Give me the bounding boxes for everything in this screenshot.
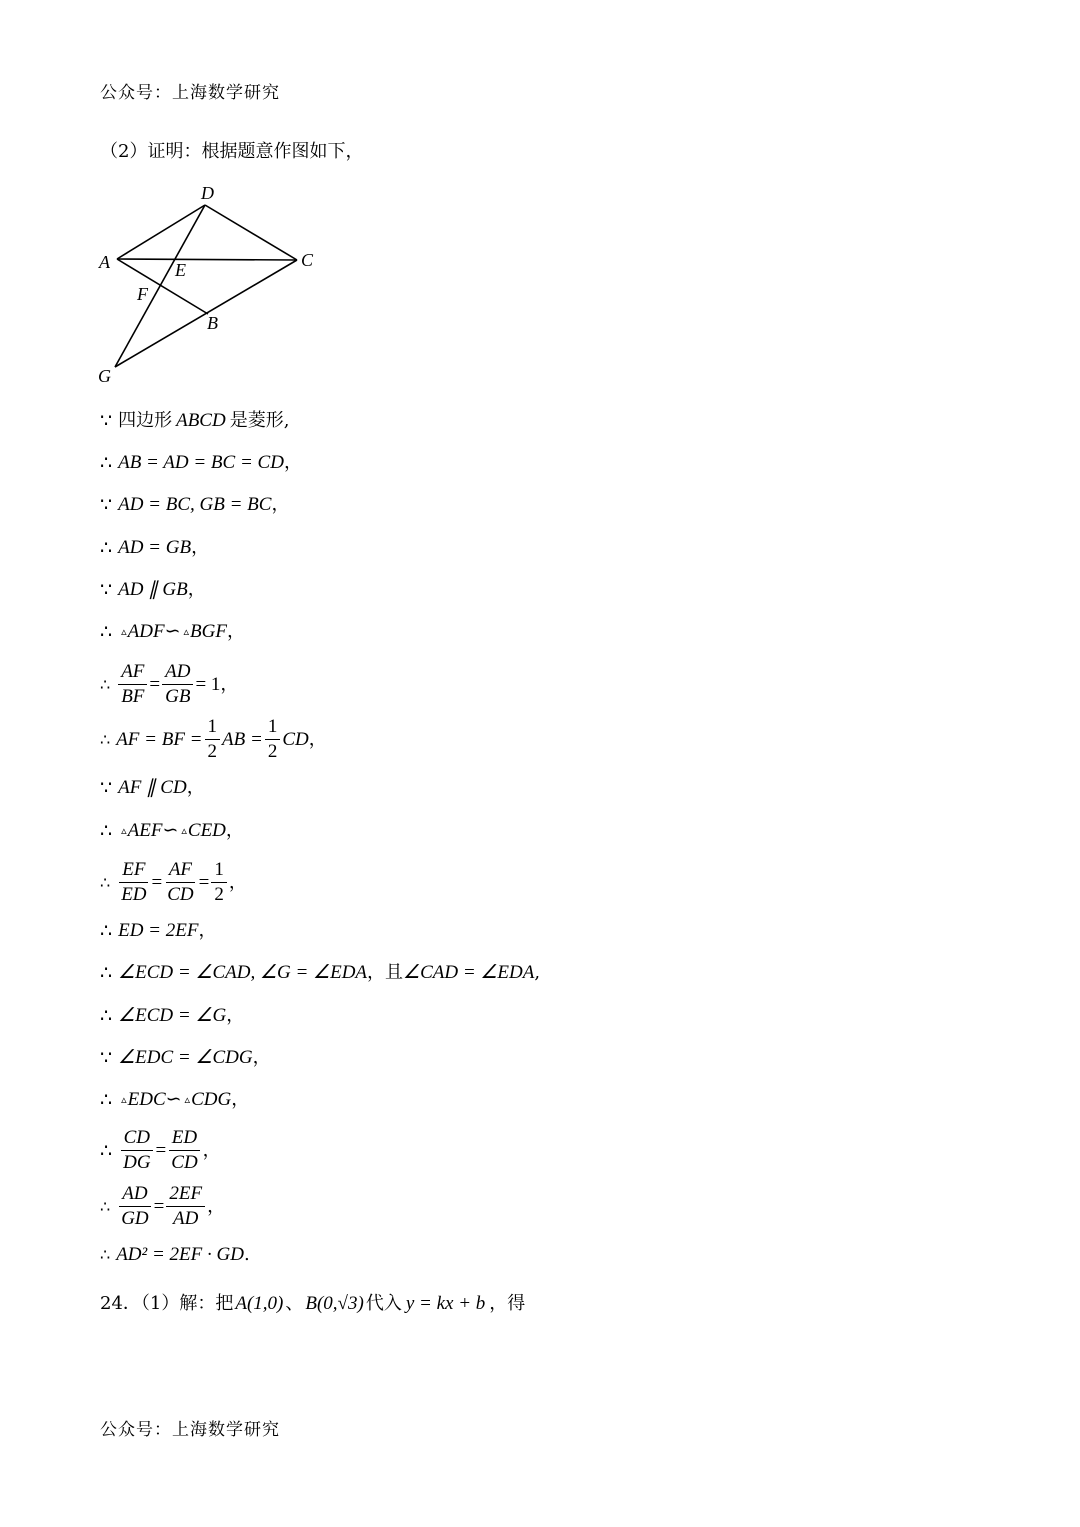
var-abcd: ABCD — [176, 410, 226, 431]
proof-line-14 — [100, 1006, 244, 1026]
equation-mid: AB = — [222, 728, 263, 750]
point-b: B(0,√3) — [305, 1293, 364, 1314]
comma: ， — [187, 579, 206, 600]
equation: AD ∥ GB — [118, 579, 188, 600]
therefore-symbol: ∴ — [100, 729, 111, 749]
linear-equation: y = kx + b — [405, 1293, 486, 1314]
because-symbol: ∵ — [100, 579, 113, 601]
because-symbol: ∵ — [100, 410, 113, 432]
comma: ， — [225, 820, 244, 841]
label-B: B — [207, 313, 218, 333]
denominator: DG — [123, 1152, 151, 1173]
equation: AF ∥ CD — [118, 777, 187, 798]
denominator: 2 — [267, 741, 278, 762]
fraction — [118, 1183, 151, 1230]
comma: ， — [220, 673, 239, 695]
therefore-symbol: ∴ — [100, 1089, 113, 1111]
numerator: 1 — [211, 859, 227, 883]
segment-CG — [115, 260, 297, 367]
numerator: 1 — [205, 716, 221, 740]
comma: ， — [228, 871, 247, 893]
text-is-rhombus: 是菱形, — [229, 410, 290, 431]
equation: ED = 2EF — [118, 920, 199, 941]
therefore-symbol: ∴ — [100, 621, 113, 643]
because-symbol: ∵ — [100, 1047, 113, 1069]
equation: AD = GB — [118, 537, 192, 558]
proof-line-1 — [100, 411, 289, 431]
question-label: 24．（1）解：把 — [100, 1293, 234, 1314]
therefore-symbol: ∴ — [100, 1139, 113, 1162]
proof-line-13 — [100, 963, 540, 983]
fraction — [265, 716, 281, 763]
numerator: EF — [119, 859, 148, 883]
therefore-symbol: ∴ — [100, 920, 113, 942]
proof-line-7 — [100, 661, 238, 708]
comma: ， — [308, 728, 327, 750]
label-D: D — [201, 183, 214, 203]
triangle-name: ADF — [127, 621, 165, 642]
numerator: AD — [119, 1183, 150, 1207]
denominator: 2 — [214, 884, 224, 905]
comma: ， — [271, 494, 290, 515]
equation-tail: = 1 — [195, 673, 221, 695]
proof-line-15 — [100, 1048, 271, 1068]
comma: ， — [191, 537, 210, 558]
triangle-icon: ▵ — [181, 824, 187, 837]
label-F: F — [137, 284, 148, 304]
comma: ， — [202, 1139, 221, 1161]
page-header: 公众号：上海数学研究 — [100, 83, 280, 103]
equals-sign: = — [155, 1139, 167, 1161]
page-footer: 公众号：上海数学研究 — [100, 1420, 280, 1440]
numerator: AF — [166, 859, 195, 883]
label-C: C — [301, 250, 314, 270]
text-quadrilateral: 四边形 — [118, 410, 173, 431]
equation-head: AF = BF = — [116, 728, 203, 750]
segment-DC — [205, 205, 297, 260]
comma: ， — [186, 777, 205, 798]
proof-line-6 — [100, 622, 245, 642]
proof-line-8 — [100, 716, 327, 763]
rhombus-figure — [90, 180, 330, 390]
numerator: 1 — [265, 716, 281, 740]
comma: ， — [226, 621, 245, 642]
equals-sign: = — [198, 871, 210, 893]
proof-line-18 — [100, 1183, 225, 1230]
proof-line-16 — [100, 1090, 249, 1110]
because-symbol: ∵ — [100, 777, 113, 799]
numerator: AD — [162, 661, 193, 685]
proof-line-19 — [100, 1245, 250, 1265]
triangle-name: CED — [187, 820, 226, 841]
equation: AD² = 2EF · GD — [116, 1244, 244, 1265]
therefore-symbol: ∴ — [100, 962, 113, 984]
fraction — [164, 859, 196, 906]
triangle-icon: ▵ — [184, 1093, 191, 1106]
triangle-icon: ▵ — [121, 824, 127, 837]
denominator: BF — [121, 686, 145, 707]
therefore-symbol: ∴ — [100, 674, 111, 694]
label-E: E — [175, 260, 186, 280]
equation: ∠ECD = ∠CAD, ∠G = ∠EDA — [118, 962, 368, 983]
proof-line-4 — [100, 538, 209, 558]
equals-sign: = — [153, 1195, 165, 1217]
triangle-icon: ▵ — [121, 1093, 127, 1106]
denominator: CD — [167, 884, 194, 905]
proof-line-2 — [100, 453, 302, 473]
comma: ， — [252, 1047, 271, 1068]
triangle-icon: ▵ — [121, 625, 127, 638]
segment-DG — [115, 205, 205, 367]
equals-sign: = — [149, 673, 161, 695]
fraction — [118, 661, 147, 708]
denominator: GB — [165, 686, 191, 707]
similar-symbol: ∽ — [164, 621, 181, 642]
segment-AB — [117, 259, 208, 314]
therefore-symbol: ∴ — [100, 537, 113, 559]
similar-symbol: ∽ — [162, 820, 179, 841]
point-a: A(1,0) — [235, 1293, 284, 1314]
label-G: G — [98, 366, 111, 386]
numerator: AF — [118, 661, 147, 685]
equation: AD = BC, GB = BC — [118, 494, 272, 515]
comma: ， — [231, 1089, 250, 1110]
comma: ， — [226, 1005, 245, 1026]
fraction — [118, 859, 149, 906]
proof-line-17 — [100, 1127, 221, 1174]
fraction — [166, 1183, 205, 1230]
equation-tail: CD — [282, 728, 309, 750]
equation: ∠CAD = ∠EDA — [403, 962, 535, 983]
therefore-symbol: ∴ — [100, 872, 111, 892]
denominator: ED — [121, 884, 147, 905]
equals-sign: = — [151, 871, 163, 893]
equation: ∠EDC = ∠CDG — [118, 1047, 253, 1068]
therefore-symbol: ∴ — [100, 1005, 113, 1027]
denominator: GD — [121, 1208, 149, 1229]
period: . — [243, 1244, 250, 1265]
separator: 、 — [285, 1293, 304, 1314]
fraction — [168, 1127, 200, 1174]
comma: ， — [283, 452, 302, 473]
comma: ， — [198, 920, 217, 941]
proof-line-10 — [100, 821, 244, 841]
intro-text: （2）证明：根据题意作图如下， — [100, 141, 364, 162]
similar-symbol: ∽ — [165, 1089, 182, 1110]
triangle-name: EDC — [127, 1089, 166, 1110]
proof-line-5 — [100, 580, 206, 600]
proof-line-11 — [100, 859, 247, 906]
triangle-icon: ▵ — [183, 625, 190, 638]
denominator: AD — [173, 1208, 199, 1229]
fraction — [162, 661, 193, 708]
proof-line-9 — [100, 778, 205, 798]
denominator: 2 — [207, 741, 218, 762]
therefore-symbol: ∴ — [100, 452, 113, 474]
fraction — [205, 716, 221, 763]
proof-intro — [100, 142, 363, 162]
proof-line-12 — [100, 921, 216, 941]
fraction — [211, 859, 227, 906]
comma: , — [534, 962, 541, 983]
segment-AC — [117, 259, 297, 260]
fraction — [120, 1127, 153, 1174]
therefore-symbol: ∴ — [100, 1245, 111, 1264]
because-symbol: ∵ — [100, 494, 113, 516]
denominator: CD — [171, 1152, 198, 1173]
comma: ， — [207, 1195, 226, 1217]
label-A: A — [99, 252, 110, 272]
get-text: ，得 — [489, 1293, 526, 1314]
therefore-symbol: ∴ — [100, 820, 113, 842]
triangle-name: CDG — [191, 1089, 232, 1110]
therefore-symbol: ∴ — [100, 1196, 111, 1216]
segment-AD — [117, 205, 205, 259]
numerator: ED — [169, 1127, 200, 1151]
numerator: CD — [121, 1127, 153, 1151]
conjunction-text: ，且 — [367, 962, 404, 983]
question-24 — [100, 1294, 525, 1314]
numerator: 2EF — [166, 1183, 205, 1207]
equation: ∠ECD = ∠G — [118, 1005, 227, 1026]
equation: AB = AD = BC = CD — [118, 452, 284, 473]
proof-line-3 — [100, 495, 289, 515]
triangle-name: BGF — [190, 621, 227, 642]
substitute-text: 代入 — [365, 1293, 402, 1314]
triangle-name: AEF — [127, 820, 163, 841]
